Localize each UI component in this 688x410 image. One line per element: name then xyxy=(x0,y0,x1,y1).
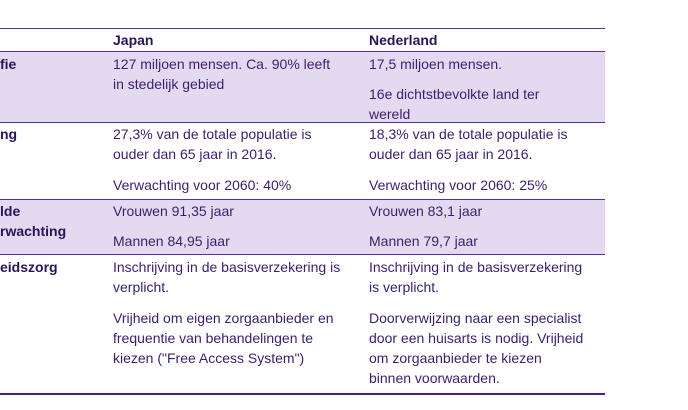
cell-text: Mannen 79,7 jaar xyxy=(369,233,478,249)
table-top-border xyxy=(0,28,605,29)
cell-text: 16e dichtstbevolkte land ter xyxy=(369,86,540,102)
cell-text: om zorgaanbieder te kiezen xyxy=(369,350,542,366)
cell-text: binnen voorwaarden. xyxy=(369,370,500,386)
cell-text: frequentie van behandelingen te xyxy=(113,330,314,346)
cell-text: verplicht. xyxy=(113,279,170,295)
cell-text: Vrijheid om eigen zorgaanbieder en xyxy=(113,310,334,326)
header-japan: Japan xyxy=(113,32,154,48)
header-nederland: Nederland xyxy=(369,32,438,48)
cell-text: in stedelijk gebied xyxy=(113,76,225,92)
cell-text: ouder dan 65 jaar in 2016. xyxy=(369,146,533,162)
cell-text: kiezen ("Free Access System") xyxy=(113,350,305,366)
cell-text: ouder dan 65 jaar in 2016. xyxy=(113,146,277,162)
row-divider xyxy=(0,199,605,200)
row-band-levensverwachting xyxy=(0,200,605,254)
row-label: eidszorg xyxy=(0,259,58,275)
cell-text: Verwachting voor 2060: 25% xyxy=(369,177,548,193)
row-label: ng xyxy=(0,126,18,142)
header-divider xyxy=(0,51,605,52)
cell-text: Inschrijving in de basisverzekering is xyxy=(113,259,341,275)
cell-text: Inschrijving in de basisverzekering xyxy=(369,259,583,275)
cell-text: is verplicht. xyxy=(369,279,440,295)
cell-text: wereld xyxy=(369,106,411,122)
cell-text: 127 miljoen mensen. Ca. 90% leeft xyxy=(113,56,331,72)
cell-text: Doorverwijzing naar een specialist xyxy=(369,310,582,326)
cell-text: 17,5 miljoen mensen. xyxy=(369,56,503,72)
row-divider xyxy=(0,254,605,255)
row-label: rwachting xyxy=(0,223,67,239)
cell-text: Vrouwen 83,1 jaar xyxy=(369,203,483,219)
cell-text: Verwachting voor 2060: 40% xyxy=(113,177,292,193)
row-label: lde xyxy=(0,203,21,219)
cell-text: door een huisarts is nodig. Vrijheid xyxy=(369,330,584,346)
cell-text: Vrouwen 91,35 jaar xyxy=(113,203,234,219)
cell-text: Mannen 84,95 jaar xyxy=(113,233,230,249)
table-bottom-border xyxy=(0,393,605,395)
cell-text: 27,3% van de totale populatie is xyxy=(113,126,312,142)
row-divider xyxy=(0,122,605,123)
row-label: fie xyxy=(0,56,17,72)
cell-text: 18,3% van de totale populatie is xyxy=(369,126,568,142)
